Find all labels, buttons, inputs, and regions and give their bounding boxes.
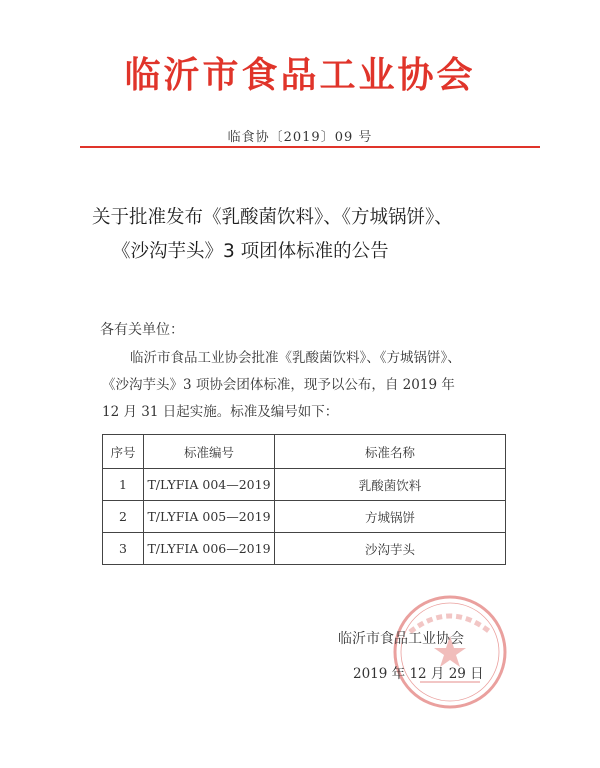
row-standard-number: T/LYFIA 004—2019 (144, 469, 275, 501)
row-standard-name: 方城锅饼 (275, 501, 506, 533)
row-seq: 1 (103, 469, 144, 501)
header-standard-number: 标准编号 (144, 435, 275, 469)
red-divider-line (80, 146, 540, 148)
row-seq: 3 (103, 533, 144, 565)
header-seq: 序号 (103, 435, 144, 469)
table-header-row (103, 435, 506, 469)
table-row (103, 469, 506, 501)
header-standard-name: 标准名称 (275, 435, 506, 469)
paragraph-line-2: 《沙沟芋头》3 项协会团体标准，现予以公布，自 2019 年 (102, 377, 455, 393)
row-standard-number: T/LYFIA 006—2019 (144, 533, 275, 565)
paragraph-line-1: 临沂市食品工业协会批准《乳酸菌饮料》、《方城锅饼》、 (130, 350, 461, 366)
official-seal-stamp (390, 592, 510, 712)
paragraph-line-3: 12 月 31 日起实施。标准及编号如下： (102, 404, 339, 420)
table-row (103, 501, 506, 533)
row-standard-number: T/LYFIA 005—2019 (144, 501, 275, 533)
salutation: 各有关单位： (100, 322, 184, 338)
signature-organization: 临沂市食品工业协会 (338, 631, 464, 647)
row-seq: 2 (103, 501, 144, 533)
letterhead-title: 临沂市食品工业协会 (124, 55, 476, 96)
announcement-subject (92, 201, 532, 269)
subject-line-1: 关于批准发布《乳酸菌饮料》、《方城锅饼》、 (92, 207, 453, 228)
row-standard-name: 沙沟芋头 (275, 533, 506, 565)
signature-date: 2019 年 12 月 29 日 (353, 666, 484, 682)
document-number: 临食协〔2019〕09 号 (227, 130, 373, 145)
table-row (103, 533, 506, 565)
body-paragraph (102, 345, 502, 426)
row-standard-name: 乳酸菌饮料 (275, 469, 506, 501)
subject-line-2: 《沙沟芋头》3 项团体标准的公告 (112, 241, 389, 262)
standards-table (102, 434, 506, 565)
